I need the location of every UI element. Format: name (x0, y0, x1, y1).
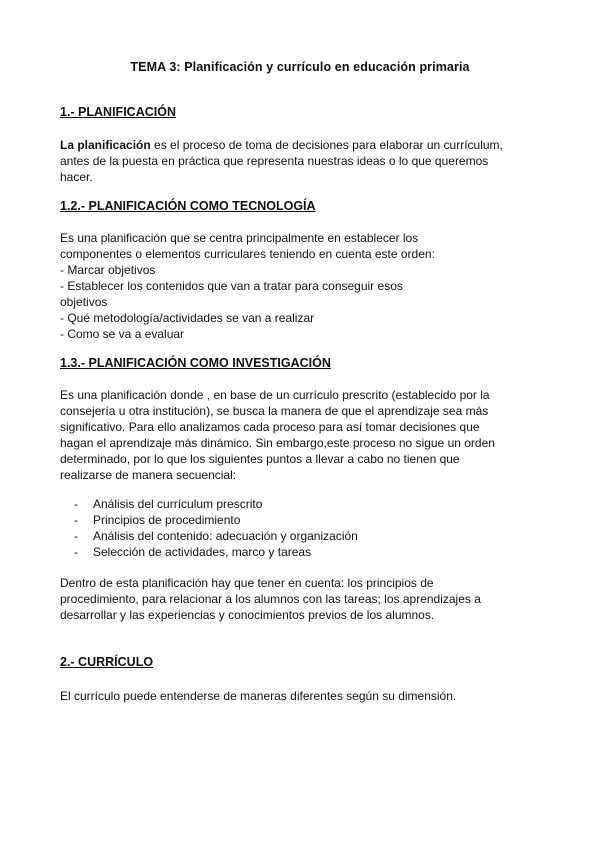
section13-paragraph (60, 387, 550, 483)
list-item (74, 544, 358, 560)
section-heading-planificacion: 1.- PLANIFICACIÓN (60, 105, 176, 119)
section12-list-item: - Qué metodología/actividades se van a realizar (60, 311, 315, 325)
list-item (74, 528, 358, 544)
bullet-dash: - (74, 497, 78, 511)
bullet-dash: - (74, 545, 78, 559)
section12-line: Es una planificación que se centra principalmente en establecer los (60, 231, 419, 245)
list-item (74, 512, 358, 528)
section13-closing-line: procedimiento, para relacionar a los alumnos con las tareas; los aprendizajes a (60, 592, 481, 606)
section12-list-item: - Marcar objetivos (60, 263, 156, 277)
section12-paragraph (60, 230, 550, 342)
section1-line-1 (60, 137, 550, 153)
bullet-dash: - (74, 513, 78, 527)
section12-line: componentes o elementos curriculares teniendo en cuenta este orden: (60, 247, 435, 261)
section1-line-2: antes de la puesta en práctica que representa nuestras ideas o lo que queremos (60, 154, 489, 168)
list-item-text: Selección de actividades, marco y tareas (93, 545, 312, 559)
list-item-text: Análisis del contenido: adecuación y organización (93, 529, 358, 543)
section12-list-item: - Como se va a evaluar (60, 327, 185, 341)
bullet-dash: - (74, 529, 78, 543)
section13-line: Es una planificación donde , en base de un currículo prescrito (establecido por la (60, 388, 490, 402)
section13-bullet-list (74, 496, 358, 560)
section2-paragraph (60, 688, 550, 704)
section-heading-investigacion: 1.3.- PLANIFICACIÓN COMO INVESTIGACIÓN (60, 356, 331, 370)
section13-line: realizarse de manera secuencial: (60, 468, 237, 482)
section1-lead-bold: La planificación (60, 138, 151, 152)
list-item-text: Análisis del currículum prescrito (93, 497, 263, 511)
section13-line: consejería u otra institución), se busca la manera de que el aprendizaje sea más (60, 404, 489, 418)
section13-closing-paragraph (60, 575, 550, 623)
section12-list-item: - Establecer los contenidos que van a tratar para conseguir esos (60, 279, 403, 293)
section2-line: El currículo puede entenderse de maneras diferentes según su dimensión. (60, 689, 457, 703)
section1-line-3: hacer. (60, 170, 93, 184)
section13-closing-line: desarrollar y las experiencias y conocimientos previos de los alumnos. (60, 608, 435, 622)
list-item-text: Principios de procedimiento (93, 513, 241, 527)
section13-line: determinado, por lo que los siguientes puntos a llevar a cabo no tienen que (60, 452, 460, 466)
section1-line-1-rest: es el proceso de toma de decisiones para elaborar un currículum, (150, 138, 503, 152)
section13-closing-line: Dentro de esta planificación hay que tener en cuenta: los principios de (60, 576, 434, 590)
section13-line: hagan el aprendizaje más dinámico. Sin embargo,este proceso no sigue un orden (60, 436, 495, 450)
section-heading-curriculo: 2.- CURRÍCULO (60, 655, 154, 669)
section1-paragraph (60, 137, 550, 185)
section12-list-item-continuation: objetivos (60, 295, 108, 309)
section-heading-tecnologia: 1.2.- PLANIFICACIÓN COMO TECNOLOGÍA (60, 199, 316, 213)
list-item (74, 496, 358, 512)
document-title: TEMA 3: Planificación y currículo en educación primaria (130, 60, 470, 74)
section13-line: significativo. Para ello analizamos cada proceso para así tomar decisiones que (60, 420, 480, 434)
